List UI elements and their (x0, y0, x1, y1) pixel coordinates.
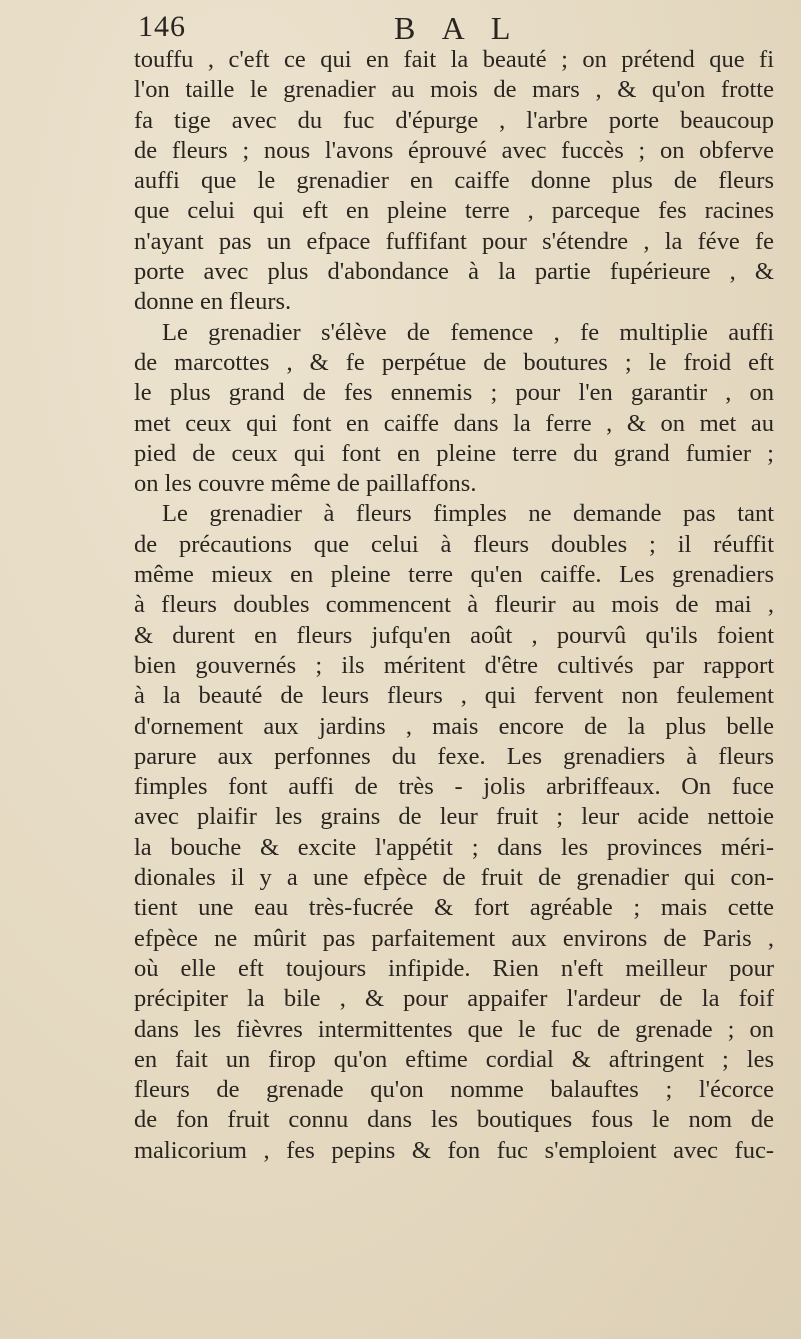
text-line: touffu , c'eft ce qui en fait la beauté ; on prétend que fi (134, 46, 774, 73)
text-line: n'ayant pas un efpace fuffifant pour s'étendre , la féve fe (134, 227, 774, 255)
text-line: de fon fruit connu dans les boutiques fous le nom de (134, 1106, 774, 1134)
text-line: efpèce ne mûrit pas parfaitement aux environs de Paris , (134, 924, 774, 952)
text-line: auffi que le grenadier en caiffe donne plus de fleurs (134, 167, 774, 195)
text-line: fimples font auffi de très - jolis arbriffeaux. On fuce (134, 773, 774, 801)
text-line: & durent en fleurs jufqu'en août , pourvû qu'ils foient (134, 621, 774, 649)
body-text (134, 45, 774, 1166)
text-line: met ceux qui font en caiffe dans la ferre , & on met au (134, 409, 774, 437)
text-line: fa tige avec du fuc d'épurge , l'arbre porte beaucoup (134, 106, 774, 134)
text-line: malicorium , fes pepins & fon fuc s'emploient avec fuc- (134, 1136, 774, 1164)
text-line: donne en fleurs. (134, 288, 292, 316)
text-line: fleurs de grenade qu'on nomme balauftes ; l'écorce (134, 1076, 774, 1104)
running-head: B A L (394, 10, 521, 46)
text-line: à la beauté de leurs fleurs , qui fervent non feulement (134, 682, 774, 710)
text-line: on les couvre même de paillaffons. (134, 470, 477, 498)
text-line: bien gouvernés ; ils méritent d'être cultivés par rapport (134, 651, 774, 679)
page-header (128, 10, 768, 50)
text-line: de fleurs ; nous l'avons éprouvé avec fuccès ; on obferve (134, 136, 774, 164)
text-line: en fait un firop qu'on eftime cordial & aftringent ; les (134, 1045, 774, 1073)
text-line: le plus grand de fes ennemis ; pour l'en garantir , on (134, 379, 774, 407)
text-line: l'on taille le grenadier au mois de mars , & qu'on frotte (134, 76, 774, 104)
text-line: où elle eft toujours infipide. Rien n'eft meilleur pour (134, 954, 774, 982)
text-line: dionales il y a une efpèce de fruit de grenadier qui con- (134, 864, 774, 892)
text-line: pied de ceux qui font en pleine terre du grand fumier ; (134, 439, 774, 467)
text-line: avec plaifir les grains de leur fruit ; leur acide nettoie (134, 803, 774, 831)
text-line: la bouche & excite l'appétit ; dans les provinces méri- (134, 833, 774, 861)
text-line: même mieux en pleine terre qu'en caiffe. Les grenadiers (134, 561, 774, 589)
text-line: que celui qui eft en pleine terre , parceque fes racines (134, 197, 774, 225)
text-line: tient une eau très-fucrée & fort agréable ; mais cette (134, 894, 774, 922)
text-line: parure aux perfonnes du fexe. Les grenadiers à fleurs (134, 742, 774, 770)
text-line: précipiter la bile , & pour appaifer l'ardeur de la foif (134, 985, 774, 1013)
text-line: porte avec plus d'abondance à la partie fupérieure , & (134, 258, 774, 286)
text-line: dans les fièvres intermittentes que le fuc de grenade ; on (134, 1015, 774, 1043)
page-number: 146 (138, 10, 186, 43)
text-line: d'ornement aux jardins , mais encore de la plus belle (134, 712, 774, 740)
paragraph-start-line: Le grenadier s'élève de femence , fe multiplie auffi (162, 318, 774, 346)
text-line: de marcottes , & fe perpétue de boutures ; le froid eft (134, 348, 774, 376)
text-line: à fleurs doubles commencent à fleurir au mois de mai , (134, 591, 774, 619)
paragraph-start-line: Le grenadier à fleurs fimples ne demande pas tant (162, 500, 774, 528)
text-line: de précautions que celui à fleurs doubles ; il réuffit (134, 530, 774, 558)
